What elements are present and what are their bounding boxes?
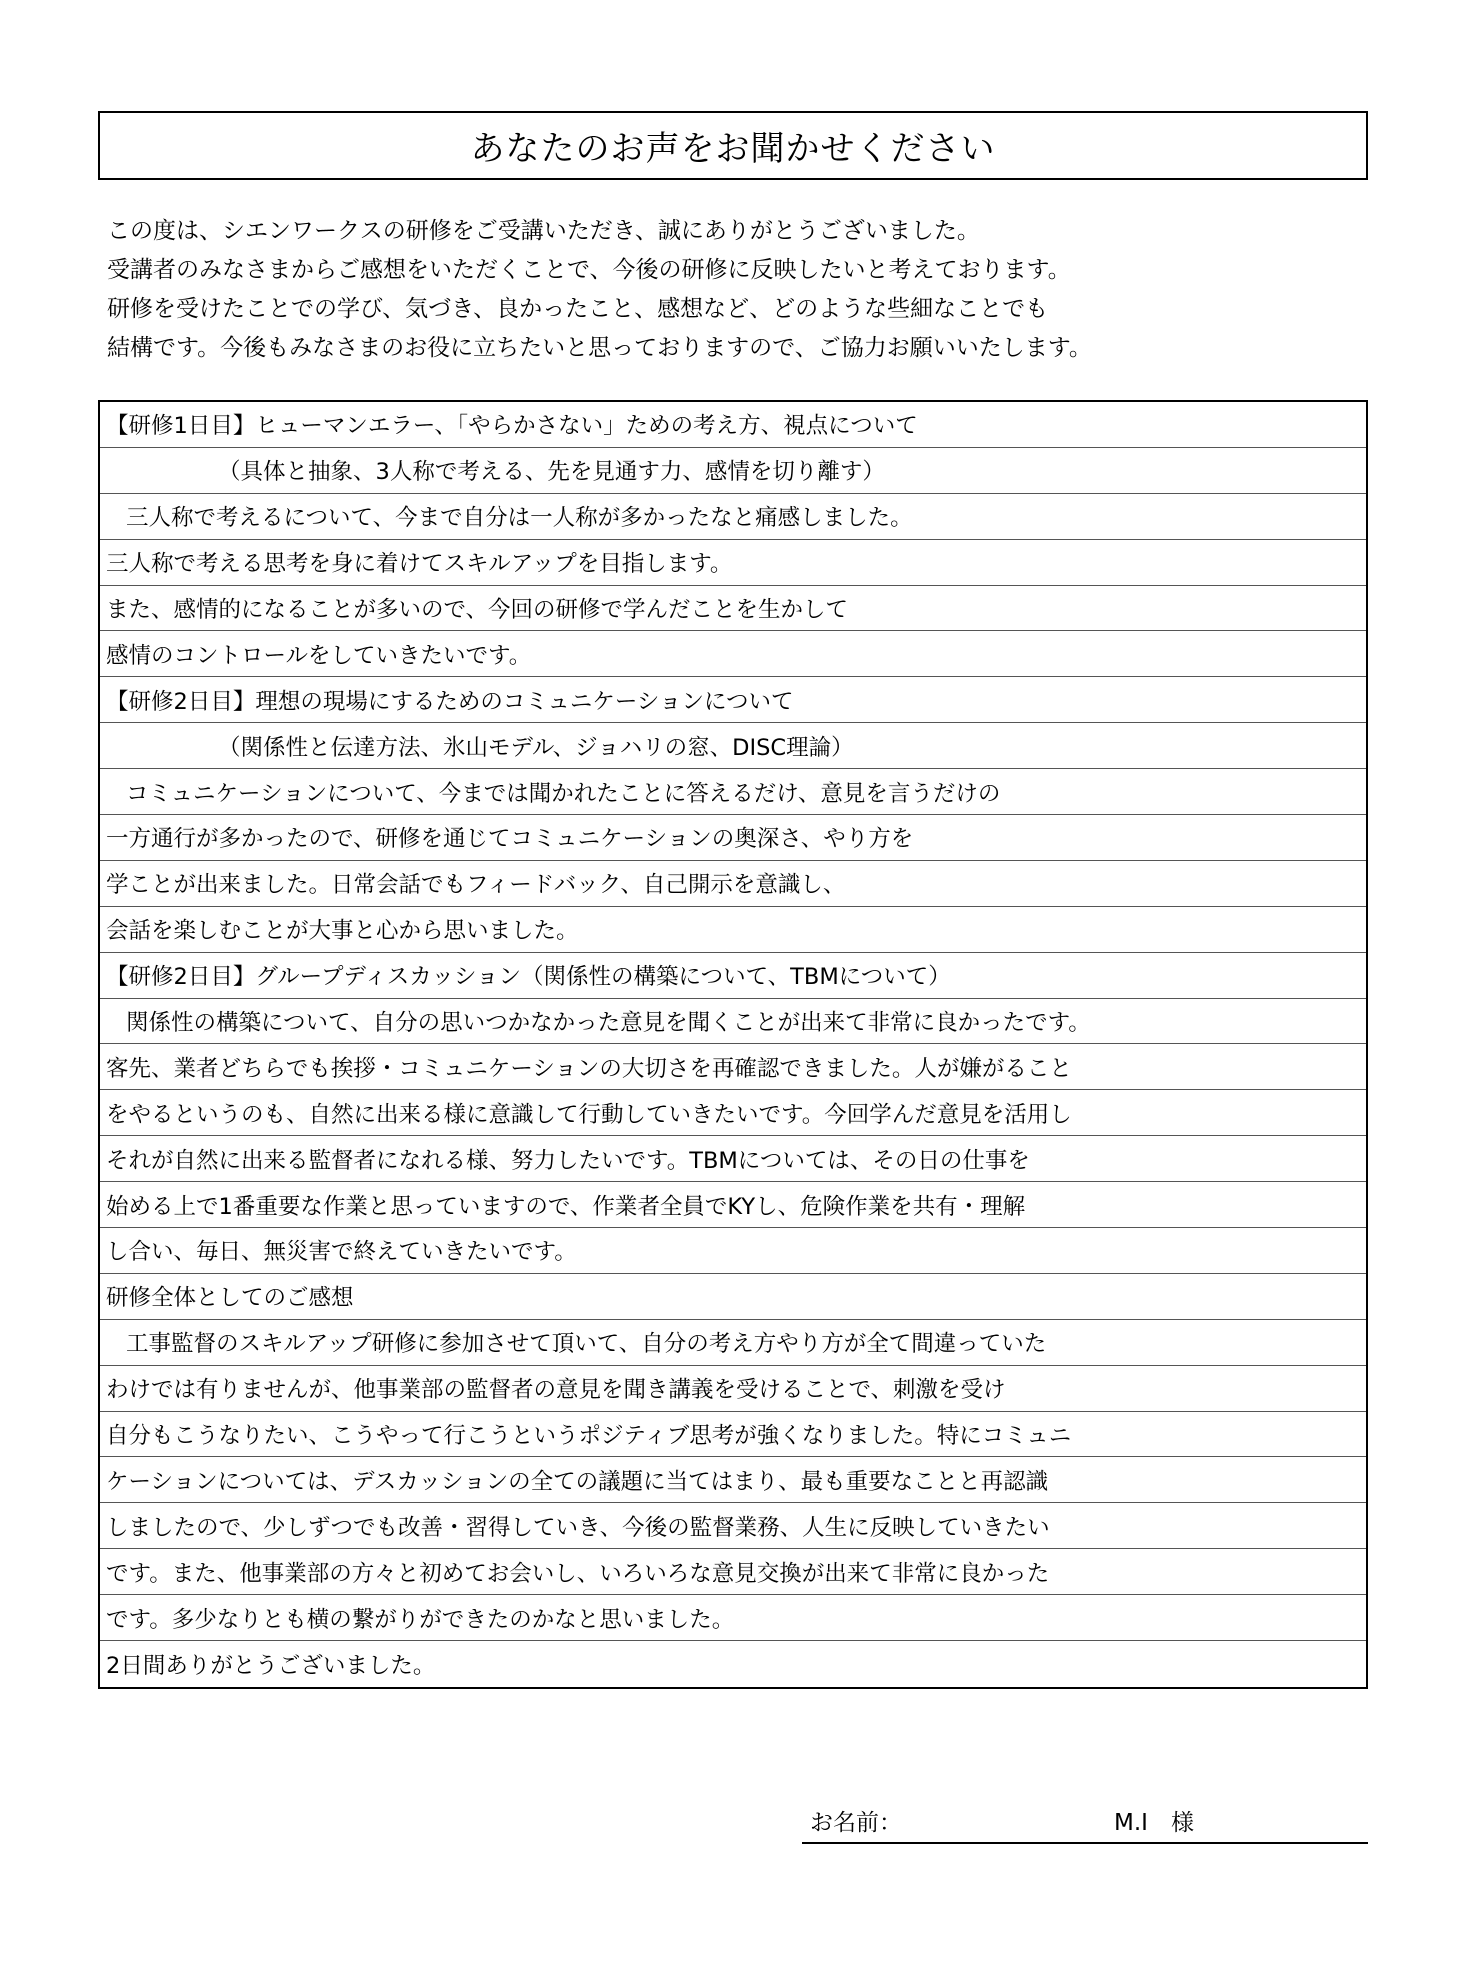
closing-line: 2日間ありがとうございました。 <box>106 1652 436 1679</box>
section-heading-day2: 【研修2日目】理想の現場にするためのコミュニケーションについて <box>100 677 1366 723</box>
signature-name: M.I 様 <box>1114 1810 1194 1836</box>
feedback-line: をやるというのも、自然に出来る様に意識して行動していきたいです。今回学んだ意見を活用し <box>100 1090 1366 1136</box>
feedback-line: 客先、業者どちらでも挨拶・コミュニケーションの大切さを再確認できました。人が嫌がること <box>100 1044 1366 1090</box>
feedback-line: 会話を楽しむことが大事と心から思いました。 <box>100 907 1366 953</box>
feedback-line: 一方通行が多かったので、研修を通じてコミュニケーションの奥深さ、やり方を <box>100 815 1366 861</box>
feedback-line: 感情のコントロールをしていきたいです。 <box>100 631 1366 677</box>
feedback-line: コミュニケーションについて、今までは聞かれたことに答えるだけ、意見を言うだけの <box>100 769 1366 815</box>
page-title: あなたのお声をお聞かせください <box>470 129 996 169</box>
section-heading-day1: 【研修1日目】ヒューマンエラー、「やらかさない」ための考え方、視点について <box>100 402 1366 448</box>
signature-line <box>802 1798 1368 1844</box>
intro-line: 受講者のみなさまからご感想をいただくことで、今後の研修に反映したいと考えております。 <box>107 257 1071 283</box>
feedback-line: しましたので、少しずつでも改善・習得していき、今後の監督業務、人生に反映していきたい <box>100 1503 1366 1549</box>
feedback-line: それが自然に出来る監督者になれる様、努力したいです。TBMについては、その日の仕事を <box>100 1136 1366 1182</box>
feedback-line: ケーションについては、デスカッションの全ての議題に当てはまり、最も重要なことと再認識 <box>100 1457 1366 1503</box>
intro-line: 研修を受けたことでの学び、気づき、良かったこと、感想など、どのような些細なことでも <box>107 296 1049 322</box>
feedback-line: また、感情的になることが多いので、今回の研修で学んだことを生かして <box>100 586 1366 632</box>
feedback-line: 三人称で考える思考を身に着けてスキルアップを目指します。 <box>100 540 1366 586</box>
intro-text <box>107 212 1367 368</box>
feedback-line: です。多少なりとも横の繋がりができたのかなと思いました。 <box>100 1595 1366 1641</box>
feedback-line: 関係性の構築について、自分の思いつかなかった意見を聞くことが出来て非常に良かったです。 <box>100 999 1366 1045</box>
signature-label: お名前： <box>810 1810 902 1836</box>
feedback-line: 自分もこうなりたい、こうやって行こうというポジティブ思考が強くなりました。特にコミュニ <box>100 1412 1366 1458</box>
feedback-line: 工事監督のスキルアップ研修に参加させて頂いて、自分の考え方やり方が全て間違っていた <box>100 1320 1366 1366</box>
feedback-line: です。また、他事業部の方々と初めてお会いし、いろいろな意見交換が出来て非常に良かった <box>100 1549 1366 1595</box>
feedback-line: し合い、毎日、無災害で終えていきたいです。 <box>100 1228 1366 1274</box>
feedback-line: 学ことが出来ました。日常会話でもフィードバック、自己開示を意識し、 <box>100 861 1366 907</box>
feedback-table <box>98 400 1368 1689</box>
section-heading-overall: 研修全体としてのご感想 <box>100 1274 1366 1320</box>
page-title-box <box>98 111 1368 180</box>
intro-line: この度は、シエンワークスの研修をご受講いただき、誠にありがとうございました。 <box>107 218 980 244</box>
feedback-line: 三人称で考えるについて、今まで自分は一人称が多かったなと痛感しました。 <box>100 494 1366 540</box>
feedback-line: わけでは有りませんが、他事業部の監督者の意見を聞き講義を受けることで、刺激を受け <box>100 1366 1366 1412</box>
section-subtopics-day1: （具体と抽象、3人称で考える、先を見通す力、感情を切り離す） <box>100 448 1366 494</box>
intro-line: 結構です。今後もみなさまのお役に立ちたいと思っておりますので、ご協力お願いいたします。 <box>107 335 1092 361</box>
section-heading-group-discussion: 【研修2日目】グループディスカッション（関係性の構築について、TBMについて） <box>100 953 1366 999</box>
section-subtopics-day2: （関係性と伝達方法、氷山モデル、ジョハリの窓、DISC理論） <box>100 723 1366 769</box>
feedback-line: 始める上で1番重要な作業と思っていますので、作業者全員でKYし、危険作業を共有・理解 <box>100 1182 1366 1228</box>
